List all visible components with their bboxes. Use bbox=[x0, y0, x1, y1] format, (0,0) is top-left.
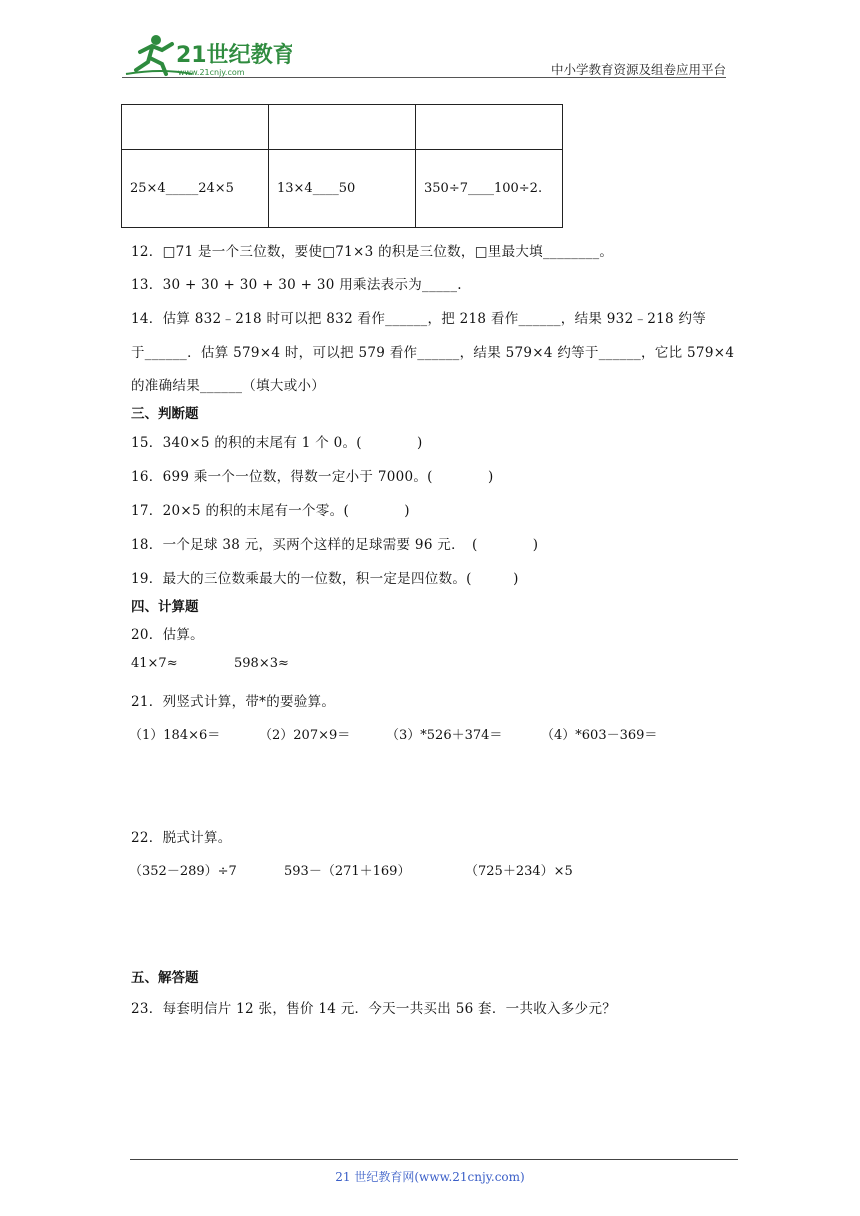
question-20-title: 20．估算。 bbox=[131, 627, 204, 643]
question-14-line-1: 14．估算 832﹣218 时可以把 832 看作______，把 218 看作______，结果 932﹣218 约等 bbox=[131, 311, 707, 327]
question-22-title: 22．脱式计算。 bbox=[131, 830, 232, 846]
table-cell bbox=[416, 105, 563, 150]
question-17: 17．20×5 的积的末尾有一个零。( ) bbox=[131, 503, 410, 519]
vertical-calc-item: （3）*526＋374＝ bbox=[386, 728, 503, 743]
stepwise-calc-item: 593－（271＋169） bbox=[284, 864, 411, 879]
estimate-item: 41×7≈ bbox=[131, 656, 178, 671]
question-19: 19．最大的三位数乘最大的一位数，积一定是四位数。( ) bbox=[131, 571, 519, 587]
section-title-calc: 四、计算题 bbox=[131, 599, 199, 615]
logo-url: www.21cnjy.com bbox=[178, 68, 245, 77]
site-logo bbox=[122, 30, 292, 82]
question-13: 13．30 + 30 + 30 + 30 + 30 用乘法表示为_____. bbox=[131, 277, 462, 293]
section-title-judge: 三、判断题 bbox=[131, 406, 199, 422]
section-title-answer: 五、解答题 bbox=[131, 970, 199, 986]
table-cell: 25×4_____24×5 bbox=[122, 150, 269, 228]
estimate-item: 598×3≈ bbox=[234, 656, 289, 671]
question-23: 23．每套明信片 12 张，售价 14 元．今天一共买出 56 套．一共收入多少元？ bbox=[131, 1001, 617, 1017]
question-12: 12．□71 是一个三位数，要使□71×3 的积是三位数，□里最大填________。 bbox=[131, 244, 614, 260]
question-16: 16．699 乘一个一位数，得数一定小于 7000。( ) bbox=[131, 469, 494, 485]
question-14-line-3: 的准确结果______（填大或小） bbox=[131, 378, 326, 394]
footer-divider bbox=[130, 1159, 738, 1160]
question-18: 18．一个足球 38 元，买两个这样的足球需要 96 元． ( ) bbox=[131, 537, 539, 553]
table-cell bbox=[269, 105, 416, 150]
table-cell: 13×4____50 bbox=[269, 150, 416, 228]
footer-link[interactable]: 21 世纪教育网(www.21cnjy.com) bbox=[335, 1170, 525, 1184]
question-15: 15．340×5 的积的末尾有 1 个 0。( ) bbox=[131, 435, 423, 451]
compare-table bbox=[121, 104, 563, 228]
vertical-calc-item: （2）207×9＝ bbox=[259, 728, 351, 743]
stepwise-calc-item: （725＋234）×5 bbox=[465, 864, 573, 879]
question-21-title: 21．列竖式计算，带*的要验算。 bbox=[131, 694, 336, 710]
logo-text: 21世纪教育 bbox=[176, 43, 292, 68]
stepwise-calc-item: （352－289）÷7 bbox=[129, 864, 237, 879]
vertical-calc-item: （4）*603－369＝ bbox=[541, 728, 658, 743]
header-platform-name: 中小学教育资源及组卷应用平台 bbox=[550, 62, 726, 77]
question-14-line-2: 于______．估算 579×4 时，可以把 579 看作______，结果 579×4 约等于______，它比 579×4 bbox=[131, 345, 735, 361]
table-cell bbox=[122, 105, 269, 150]
header-divider bbox=[122, 77, 726, 78]
table-cell: 350÷7____100÷2. bbox=[416, 150, 563, 228]
vertical-calc-item: （1）184×6＝ bbox=[129, 728, 221, 743]
